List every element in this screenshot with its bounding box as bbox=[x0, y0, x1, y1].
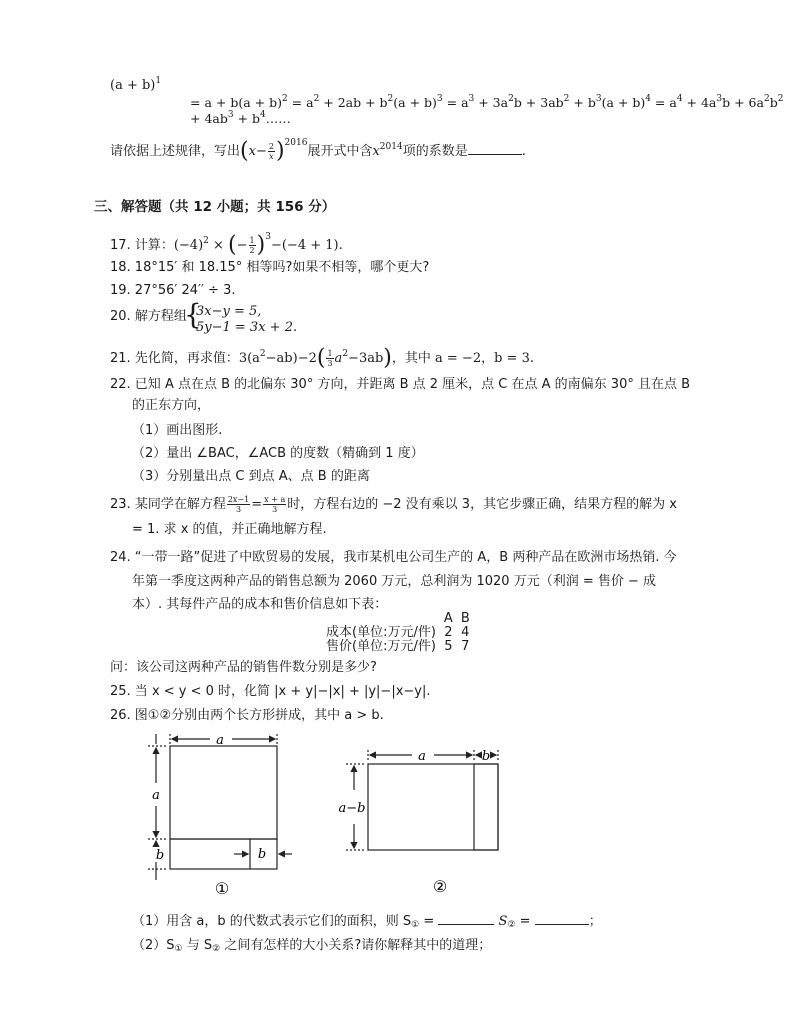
question-23-line-2: = 1. 求 x 的值，并正确地解方程. bbox=[132, 522, 327, 537]
equation-2: 5y−1 = 3x + 2. bbox=[196, 320, 298, 335]
fig2-right-rect bbox=[474, 764, 498, 850]
table-header-cell: B bbox=[460, 611, 470, 626]
table-header-cell: A bbox=[443, 611, 453, 626]
fraction-numerator: x + a bbox=[264, 495, 286, 504]
question-text: 展开式中含 bbox=[307, 144, 373, 159]
question-text: 解方程组 bbox=[134, 309, 187, 324]
expansion-text: + b bbox=[233, 111, 261, 126]
table-cell: 成本(单位:万元/件) bbox=[326, 625, 436, 640]
math-text: 先化简，再求值：3(a bbox=[134, 351, 260, 366]
question-number: 21. bbox=[110, 351, 131, 366]
question-text: ； bbox=[588, 914, 602, 929]
question-text: . bbox=[521, 144, 526, 159]
fraction-numerator: 1 bbox=[249, 236, 255, 245]
question-22-line-1: 22. 已知 A 点在点 B 的北偏东 30° 方向，并距离 B 点 2 厘米，点 C 在点 A 的南偏东 30° 且在点 B bbox=[110, 377, 691, 392]
table-cell: 4 bbox=[461, 625, 470, 640]
fraction-denominator: 3 bbox=[327, 359, 333, 368]
question-22-line-2: 的正东方向， bbox=[132, 398, 211, 413]
question-text: 某同学在解方程 bbox=[134, 497, 226, 512]
fig1-square bbox=[170, 746, 277, 839]
fraction-denominator: 3 bbox=[272, 505, 278, 514]
question-number: 23. bbox=[110, 497, 131, 512]
fraction-numerator: 2 bbox=[268, 142, 274, 151]
expansion-text: …… bbox=[265, 111, 291, 126]
question-19: 19. 27°56′ 24′′ ÷ 3. bbox=[110, 283, 236, 298]
table-cell: 5 bbox=[444, 639, 453, 654]
fraction-denominator: 2 bbox=[249, 246, 255, 255]
question-21 bbox=[110, 345, 534, 371]
expansion-text: b bbox=[769, 95, 778, 110]
expansion-text: = a bbox=[650, 95, 677, 110]
table-row bbox=[322, 640, 474, 654]
math-text: S bbox=[494, 914, 508, 929]
exponent: 2014 bbox=[379, 142, 403, 152]
expansion-text: + 4ab bbox=[190, 111, 228, 126]
table-cell: 7 bbox=[461, 639, 470, 654]
fig1-label-a-left: a bbox=[152, 788, 160, 803]
question-text: 之间有怎样的大小关系?请你解释其中的道理； bbox=[220, 938, 492, 953]
exponent: 3 bbox=[595, 94, 602, 104]
subscript: ② bbox=[212, 944, 221, 954]
expansion-text: + 3a bbox=[474, 95, 509, 110]
question-24-ask: 问：该公司这两种产品的销售件数分别是多少? bbox=[110, 660, 377, 675]
exponent: 3 bbox=[227, 110, 234, 120]
question-24-line-2: 年第一季度这两种产品的销售总额为 2060 万元，总利润为 1020 万元（利润 = 售价 − 成 bbox=[132, 574, 657, 589]
expansion-text: b + 6a bbox=[722, 95, 764, 110]
equation-1: 3x−y = 5, bbox=[196, 304, 262, 319]
expansion-text: + b bbox=[569, 95, 596, 110]
system-brace: { bbox=[184, 298, 202, 331]
question-22-sub-3: （3）分别量出点 C 到点 A、点 B 的距离 bbox=[132, 469, 370, 484]
right-paren: ) bbox=[383, 345, 392, 371]
left-paren: ( bbox=[316, 345, 326, 371]
fraction-denominator: 3 bbox=[236, 505, 242, 514]
question-26-sub-1 bbox=[132, 912, 602, 934]
table-header-cell bbox=[322, 612, 440, 626]
expansion-text: = a + b(a + b) bbox=[190, 95, 282, 110]
question-20 bbox=[110, 308, 187, 344]
right-paren: ) bbox=[256, 232, 266, 258]
fig1-caption: ① bbox=[214, 879, 230, 898]
fig2-label-a-minus-b: a−b bbox=[338, 801, 366, 816]
equation-system bbox=[184, 298, 298, 338]
figure-1 bbox=[148, 734, 292, 880]
fraction-denominator: x bbox=[269, 152, 274, 161]
fig2-label-b: b bbox=[481, 749, 491, 764]
expansion-text: + 4a bbox=[682, 95, 717, 110]
cost-price-table bbox=[322, 612, 474, 654]
expansion-text: b + 3ab bbox=[513, 95, 564, 110]
section-title: 三、解答题（共 12 小题；共 156 分） bbox=[94, 199, 336, 215]
math-text: −3ab bbox=[348, 351, 384, 366]
exponent: 2 bbox=[313, 94, 320, 104]
exponent: 2 bbox=[387, 94, 394, 104]
expansion-text: (a + b) bbox=[601, 95, 646, 110]
fraction bbox=[227, 495, 250, 514]
fraction bbox=[249, 236, 256, 255]
fig2-label-a: a bbox=[418, 749, 426, 764]
exponent: 3 bbox=[436, 94, 443, 104]
question-22-sub-2: （2）量出 ∠BAC，∠ACB 的度数（精确到 1 度） bbox=[132, 446, 424, 461]
exponent: 2 bbox=[777, 94, 784, 104]
question-text: 计算：(−4) bbox=[134, 238, 204, 253]
question-number: 17. bbox=[110, 238, 131, 253]
question-text: 请依据上述规律，写出 bbox=[110, 144, 241, 159]
math-text: x− bbox=[248, 144, 267, 159]
question-25: 25. 当 x < y < 0 时，化简 |x + y|−|x| + |y|−|x−y|. bbox=[110, 684, 431, 699]
exponent: 3 bbox=[265, 232, 271, 242]
question-23-line-1 bbox=[110, 495, 677, 514]
subscript: ① bbox=[174, 944, 183, 954]
fraction-numerator: 2x−1 bbox=[227, 495, 250, 504]
question-text: = bbox=[419, 914, 439, 929]
right-paren: ) bbox=[275, 138, 285, 164]
fig1-label-b-left: b bbox=[155, 848, 165, 863]
math-text: = bbox=[251, 497, 263, 512]
exponent: 1 bbox=[155, 76, 162, 86]
question-text: 与 S bbox=[182, 938, 213, 953]
exponent: 2 bbox=[203, 236, 209, 246]
fig1-label-b-right: b bbox=[257, 847, 267, 862]
fraction-numerator: 1 bbox=[327, 349, 333, 358]
fig2-left-rect bbox=[368, 764, 498, 850]
math-text: × bbox=[208, 238, 229, 253]
math-text: −(−4 + 1). bbox=[270, 238, 343, 253]
expansion-text: (a + b) bbox=[110, 78, 156, 93]
expansion-text: (a + b) bbox=[393, 95, 437, 110]
answer-blank-s1[interactable] bbox=[438, 912, 494, 925]
expansion-text: = a bbox=[287, 95, 314, 110]
exponent: 4 bbox=[676, 94, 683, 104]
figure-2 bbox=[346, 750, 498, 850]
answer-blank-s2[interactable] bbox=[535, 912, 589, 925]
exponent: 4 bbox=[645, 94, 651, 104]
math-text: a bbox=[334, 351, 343, 366]
table-cell: 售价(单位:万元/件) bbox=[326, 639, 436, 654]
exponent: 2016 bbox=[284, 138, 308, 148]
exponent: 3 bbox=[468, 94, 475, 104]
exponent: 2 bbox=[508, 94, 514, 104]
question-26: 26. 图①②分别由两个长方形拼成，其中 a > b. bbox=[110, 708, 384, 723]
pattern-question bbox=[110, 134, 526, 164]
fraction bbox=[263, 495, 286, 514]
fraction bbox=[268, 142, 275, 161]
question-17 bbox=[110, 228, 343, 258]
question-text: （2）S bbox=[132, 938, 175, 953]
question-text: 项的系数是 bbox=[402, 144, 468, 159]
table-row bbox=[322, 626, 474, 640]
question-text: = bbox=[515, 914, 535, 929]
math-text: ，其中 a = −2，b = 3. bbox=[391, 351, 534, 366]
fig2-caption: ② bbox=[432, 877, 448, 896]
fraction bbox=[326, 349, 333, 368]
question-text: 时，方程右边的 −2 没有乘以 3，其它步骤正确，结果方程的解为 x bbox=[287, 497, 677, 512]
exponent: 4 bbox=[260, 110, 266, 120]
question-text: （1）用含 a，b 的代数式表示它们的面积，则 S bbox=[132, 914, 412, 929]
question-number: 20. bbox=[110, 309, 131, 324]
exponent: 3 bbox=[716, 94, 723, 104]
fig1-label-a-top: a bbox=[216, 733, 224, 748]
expansion-text: = a bbox=[442, 95, 469, 110]
left-paren: ( bbox=[240, 138, 249, 164]
math-text: −ab)−2 bbox=[265, 351, 317, 366]
figure-rectangles bbox=[0, 728, 794, 908]
expansion-line-3 bbox=[190, 106, 291, 128]
exponent: 2 bbox=[763, 94, 770, 104]
exponent: 2 bbox=[342, 349, 349, 359]
subscript: ① bbox=[411, 920, 420, 930]
expansion-text: + 2ab + b bbox=[319, 95, 388, 110]
exponent: 2 bbox=[259, 349, 266, 359]
table-header-row bbox=[322, 612, 474, 626]
expansion-line-1 bbox=[110, 72, 161, 95]
math-text: x bbox=[372, 144, 380, 159]
exponent: 2 bbox=[563, 94, 570, 104]
table-cell: 2 bbox=[444, 625, 453, 640]
answer-blank[interactable] bbox=[468, 142, 522, 155]
question-18: 18. 18°15′ 和 18.15° 相等吗?如果不相等，哪个更大? bbox=[110, 260, 430, 275]
subscript: ② bbox=[507, 920, 516, 930]
exponent: 2 bbox=[281, 94, 288, 104]
question-26-sub-2 bbox=[132, 937, 491, 958]
question-24-line-3: 本）. 其每件产品的成本和售价信息如下表： bbox=[132, 597, 388, 612]
question-22-sub-1: （1）画出图形. bbox=[132, 423, 223, 438]
left-paren: ( bbox=[228, 232, 237, 258]
question-24-line-1: 24. “一带一路”促进了中欧贸易的发展，我市某机电公司生产的 A，B 两种产品在欧洲市场热销. 今 bbox=[110, 550, 677, 565]
math-text: − bbox=[236, 238, 248, 253]
